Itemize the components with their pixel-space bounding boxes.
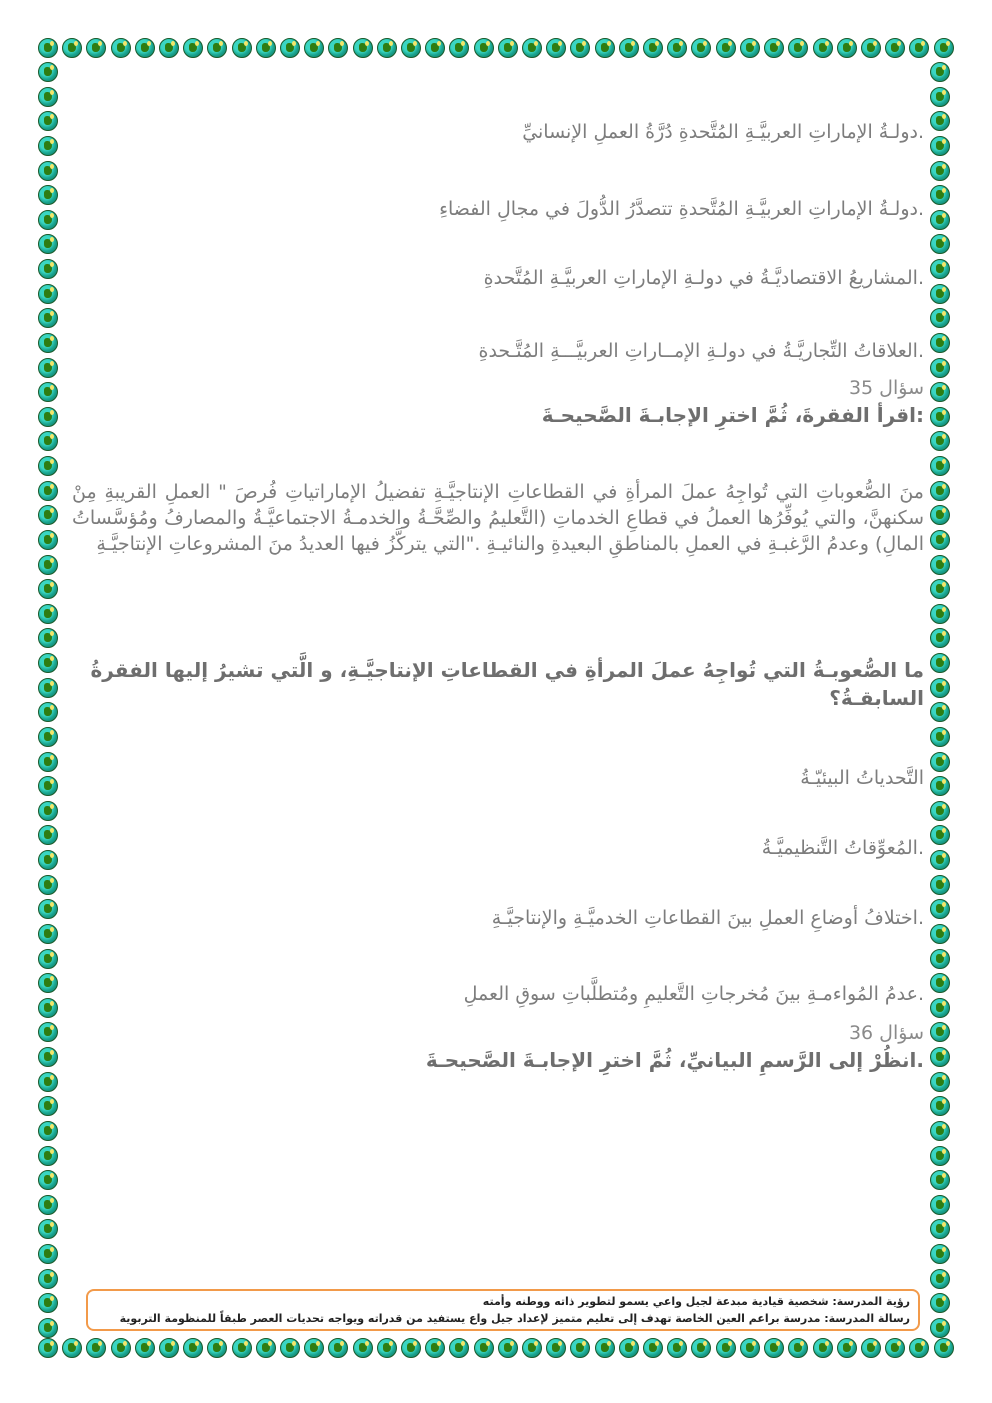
globe-icon (930, 998, 950, 1018)
globe-icon (595, 38, 615, 58)
globe-icon (837, 1338, 857, 1358)
globe-icon (38, 111, 58, 131)
vision-text: شخصية قيادية مبدعة لجيل واعي يسمو لتطوير ذاته ووطنه وأمته (482, 1295, 833, 1308)
globe-icon (691, 38, 711, 58)
globe-icon (280, 1338, 300, 1358)
globe-icon (38, 604, 58, 624)
globe-icon (764, 38, 784, 58)
globe-icon (930, 358, 950, 378)
globe-icon (930, 505, 950, 525)
globe-icon (328, 1338, 348, 1358)
globe-icon (930, 333, 950, 353)
globe-icon (930, 161, 950, 181)
globe-icon (38, 1293, 58, 1313)
globe-icon (930, 185, 950, 205)
globe-icon (546, 38, 566, 58)
globe-icon (38, 481, 58, 501)
globe-icon (930, 1219, 950, 1239)
globe-icon (38, 702, 58, 722)
globe-icon (449, 38, 469, 58)
globe-icon (570, 1338, 590, 1358)
globe-icon (930, 1293, 950, 1313)
globe-icon (546, 1338, 566, 1358)
globe-icon (449, 1338, 469, 1358)
globe-icon (930, 875, 950, 895)
globe-icon (38, 825, 58, 845)
question-35-paragraph: منَ الصُّعوباتِ التي تُواجِهُ عملَ المرأةِ في القطاعاتِ الإنتاجيَّـةِ تفضيلُ الإماراتياتِ فُرصَ " العملِ القريبةِ مِنْ سكنهنَّ، والتي يُوفِّرُها العملُ في قطاعِ الخدماتِ (التَّعليمُ والصِّحَّـةُ والخدمـةُ الاجتماعيَّـةُ والمصارفُ ومُؤسَّساتُ المالِ) وعدمُ الرَّغبـةِ في العملِ بالمناطقِ البعيدةِ والنائيـةِ ."التي يتركَّزُ فيها العديدُ منَ المشروعاتِ الإنتاجيَّـةِ (72, 481, 924, 555)
globe-icon (930, 899, 950, 919)
globe-icon (716, 38, 736, 58)
globe-icon (38, 284, 58, 304)
globe-icon (38, 1269, 58, 1289)
globe-icon (788, 38, 808, 58)
globe-icon (135, 1338, 155, 1358)
globe-icon (837, 38, 857, 58)
q35-option-b[interactable]: .المُعوِّقاتُ التَّنظيميَّـةُ (761, 837, 924, 859)
globe-icon (38, 1219, 58, 1239)
globe-icon (474, 38, 494, 58)
globe-icon (38, 530, 58, 550)
globe-icon (930, 604, 950, 624)
border-left (38, 62, 62, 1338)
globe-icon (570, 38, 590, 58)
globe-icon (667, 38, 687, 58)
mission-label: رسالة المدرسة: (824, 1312, 910, 1325)
globe-icon (667, 1338, 687, 1358)
question-35-label: سؤال 35 (848, 377, 924, 399)
globe-icon (930, 308, 950, 328)
globe-icon (498, 38, 518, 58)
globe-icon (207, 38, 227, 58)
answer-option-1[interactable]: .دولـةُ الإماراتِ العربيَّـةِ المُتَّحدةِ دُرَّةُ العملِ الإنسانيِّ (522, 121, 924, 143)
globe-icon (522, 1338, 542, 1358)
globe-icon (740, 1338, 760, 1358)
globe-icon (930, 653, 950, 673)
globe-icon (861, 1338, 881, 1358)
globe-icon (930, 924, 950, 944)
globe-icon (38, 678, 58, 698)
globe-icon (304, 1338, 324, 1358)
globe-icon (930, 678, 950, 698)
globe-icon (425, 38, 445, 58)
globe-icon (930, 530, 950, 550)
globe-icon (930, 555, 950, 575)
globe-icon (353, 1338, 373, 1358)
globe-icon (38, 776, 58, 796)
school-vision (96, 1293, 910, 1310)
globe-icon (930, 727, 950, 747)
globe-icon (62, 1338, 82, 1358)
globe-icon (788, 1338, 808, 1358)
globe-icon (930, 1121, 950, 1141)
answer-option-3[interactable]: .المشاريعُ الاقتصاديَّـةُ في دولـةِ الإماراتِ العربيَّـةِ المُتَّحدةِ (483, 267, 924, 289)
globe-icon (934, 38, 954, 58)
globe-icon (38, 505, 58, 525)
globe-icon (38, 555, 58, 575)
globe-icon (643, 1338, 663, 1358)
globe-icon (930, 431, 950, 451)
question-36-instruction: .انظُرْ إلى الرَّسمِ البيانيِّ، ثُمَّ اخترِ الإجابـةَ الصَّحيحـةَ (425, 1048, 924, 1072)
globe-icon (183, 1338, 203, 1358)
globe-icon (885, 1338, 905, 1358)
globe-icon (38, 1338, 58, 1358)
school-footer (86, 1289, 920, 1331)
globe-icon (930, 284, 950, 304)
globe-icon (716, 1338, 736, 1358)
globe-icon (930, 1195, 950, 1215)
globe-icon (930, 752, 950, 772)
globe-icon (38, 161, 58, 181)
globe-icon (38, 949, 58, 969)
globe-icon (38, 899, 58, 919)
globe-icon (425, 1338, 445, 1358)
globe-icon (930, 1244, 950, 1264)
globe-icon (930, 1047, 950, 1067)
border-right (930, 62, 954, 1338)
globe-icon (38, 431, 58, 451)
globe-icon (930, 949, 950, 969)
globe-icon (38, 87, 58, 107)
globe-icon (930, 1269, 950, 1289)
globe-icon (930, 456, 950, 476)
globe-icon (930, 62, 950, 82)
question-35-instruction: :اقرأ الفقرةَ، ثُمَّ اخترِ الإجابـةَ الصَّحيحـةَ (541, 403, 924, 427)
globe-icon (861, 38, 881, 58)
globe-icon (619, 1338, 639, 1358)
globe-icon (930, 1096, 950, 1116)
globe-icon (256, 1338, 276, 1358)
globe-icon (930, 702, 950, 722)
globe-icon (280, 38, 300, 58)
globe-icon (764, 1338, 784, 1358)
globe-icon (909, 1338, 929, 1358)
globe-icon (930, 111, 950, 131)
globe-icon (38, 1047, 58, 1067)
globe-icon (256, 38, 276, 58)
globe-icon (930, 825, 950, 845)
globe-icon (930, 210, 950, 230)
globe-icon (38, 62, 58, 82)
globe-icon (38, 308, 58, 328)
q35-option-a[interactable]: التَّحدياتُ البيئيّـةُ (800, 767, 924, 789)
globe-icon (930, 628, 950, 648)
globe-icon (885, 38, 905, 58)
globe-icon (930, 87, 950, 107)
globe-icon (38, 579, 58, 599)
globe-icon (38, 210, 58, 230)
globe-icon (38, 1244, 58, 1264)
globe-icon (930, 259, 950, 279)
globe-icon (159, 38, 179, 58)
globe-icon (474, 1338, 494, 1358)
globe-icon (930, 407, 950, 427)
globe-icon (38, 333, 58, 353)
globe-icon (38, 924, 58, 944)
globe-icon (38, 407, 58, 427)
globe-icon (813, 1338, 833, 1358)
border-top (38, 38, 954, 62)
globe-icon (38, 850, 58, 870)
globe-icon (38, 1072, 58, 1092)
globe-icon (38, 234, 58, 254)
globe-icon (930, 1146, 950, 1166)
globe-icon (135, 38, 155, 58)
border-bottom (38, 1338, 954, 1362)
globe-icon (38, 801, 58, 821)
globe-icon (930, 382, 950, 402)
globe-icon (934, 1338, 954, 1358)
globe-icon (38, 1195, 58, 1215)
globe-icon (232, 38, 252, 58)
globe-icon (86, 1338, 106, 1358)
globe-icon (930, 136, 950, 156)
globe-icon (401, 1338, 421, 1358)
globe-icon (159, 1338, 179, 1358)
globe-icon (930, 1318, 950, 1338)
globe-icon (595, 1338, 615, 1358)
globe-icon (38, 727, 58, 747)
globe-icon (38, 1121, 58, 1141)
globe-icon (38, 628, 58, 648)
globe-icon (38, 998, 58, 1018)
globe-icon (643, 38, 663, 58)
globe-icon (377, 38, 397, 58)
globe-icon (377, 1338, 397, 1358)
q35-option-c[interactable]: .اختلافُ أوضاعِ العملِ بينَ القطاعاتِ الخدميَّـةِ والإنتاجيَّـةِ (491, 907, 924, 929)
globe-icon (86, 38, 106, 58)
globe-icon (38, 136, 58, 156)
globe-icon (619, 38, 639, 58)
globe-icon (930, 579, 950, 599)
globe-icon (930, 973, 950, 993)
globe-icon (930, 1072, 950, 1092)
globe-icon (38, 382, 58, 402)
globe-icon (691, 1338, 711, 1358)
globe-icon (38, 875, 58, 895)
q35-option-d[interactable]: .عدمُ المُواءمـةِ بينَ مُخرجاتِ التَّعليمِ ومُتطلَّباتِ سوقِ العملِ (463, 983, 924, 1005)
globe-icon (740, 38, 760, 58)
globe-icon (38, 653, 58, 673)
globe-icon (38, 973, 58, 993)
globe-icon (38, 38, 58, 58)
globe-icon (62, 38, 82, 58)
globe-icon (38, 1170, 58, 1190)
globe-icon (930, 1170, 950, 1190)
globe-icon (930, 850, 950, 870)
answer-option-4[interactable]: .العلاقاتُ التِّجاريَّـةُ في دولـةِ الإمــاراتِ العربيَّـــةِ المُتَّـحدةِ (478, 340, 924, 362)
globe-icon (38, 1096, 58, 1116)
globe-icon (401, 38, 421, 58)
globe-icon (930, 1022, 950, 1042)
globe-icon (353, 38, 373, 58)
globe-icon (207, 1338, 227, 1358)
globe-icon (930, 481, 950, 501)
vision-label: رؤية المدرسة: (832, 1295, 910, 1308)
globe-icon (38, 185, 58, 205)
globe-icon (232, 1338, 252, 1358)
globe-icon (328, 38, 348, 58)
globe-icon (498, 1338, 518, 1358)
globe-icon (930, 234, 950, 254)
globe-icon (111, 1338, 131, 1358)
answer-option-2[interactable]: .دولـةُ الإماراتِ العربيَّـةِ المُتَّحدةِ تتصدَّرُ الدُّولَ في مجالِ الفضاءِ (439, 198, 924, 220)
globe-icon (813, 38, 833, 58)
globe-icon (522, 38, 542, 58)
globe-icon (38, 752, 58, 772)
question-36-label: سؤال 36 (848, 1022, 924, 1044)
question-35-text: ما الصُّعوبـةُ التي تُواجِهُ عملَ المرأةِ في القطاعاتِ الإنتاجيَّـةِ، و الَّتي تشيرُ إليها الفقرةُ السابقـةُ؟ (90, 658, 924, 710)
globe-icon (38, 1146, 58, 1166)
school-mission (96, 1310, 910, 1327)
globe-icon (304, 38, 324, 58)
globe-icon (930, 801, 950, 821)
globe-icon (38, 358, 58, 378)
globe-icon (930, 776, 950, 796)
globe-icon (909, 38, 929, 58)
globe-icon (38, 1318, 58, 1338)
globe-icon (183, 38, 203, 58)
globe-icon (38, 1022, 58, 1042)
globe-icon (38, 456, 58, 476)
mission-text: مدرسة براعم العين الخاصة تهدف إلى تعليم متميز لإعداد جيل واع يستفيد من قدراته ويواجه تحديات العصر طبقاً للمنظومة التربوية (119, 1312, 825, 1325)
globe-icon (38, 259, 58, 279)
globe-icon (111, 38, 131, 58)
